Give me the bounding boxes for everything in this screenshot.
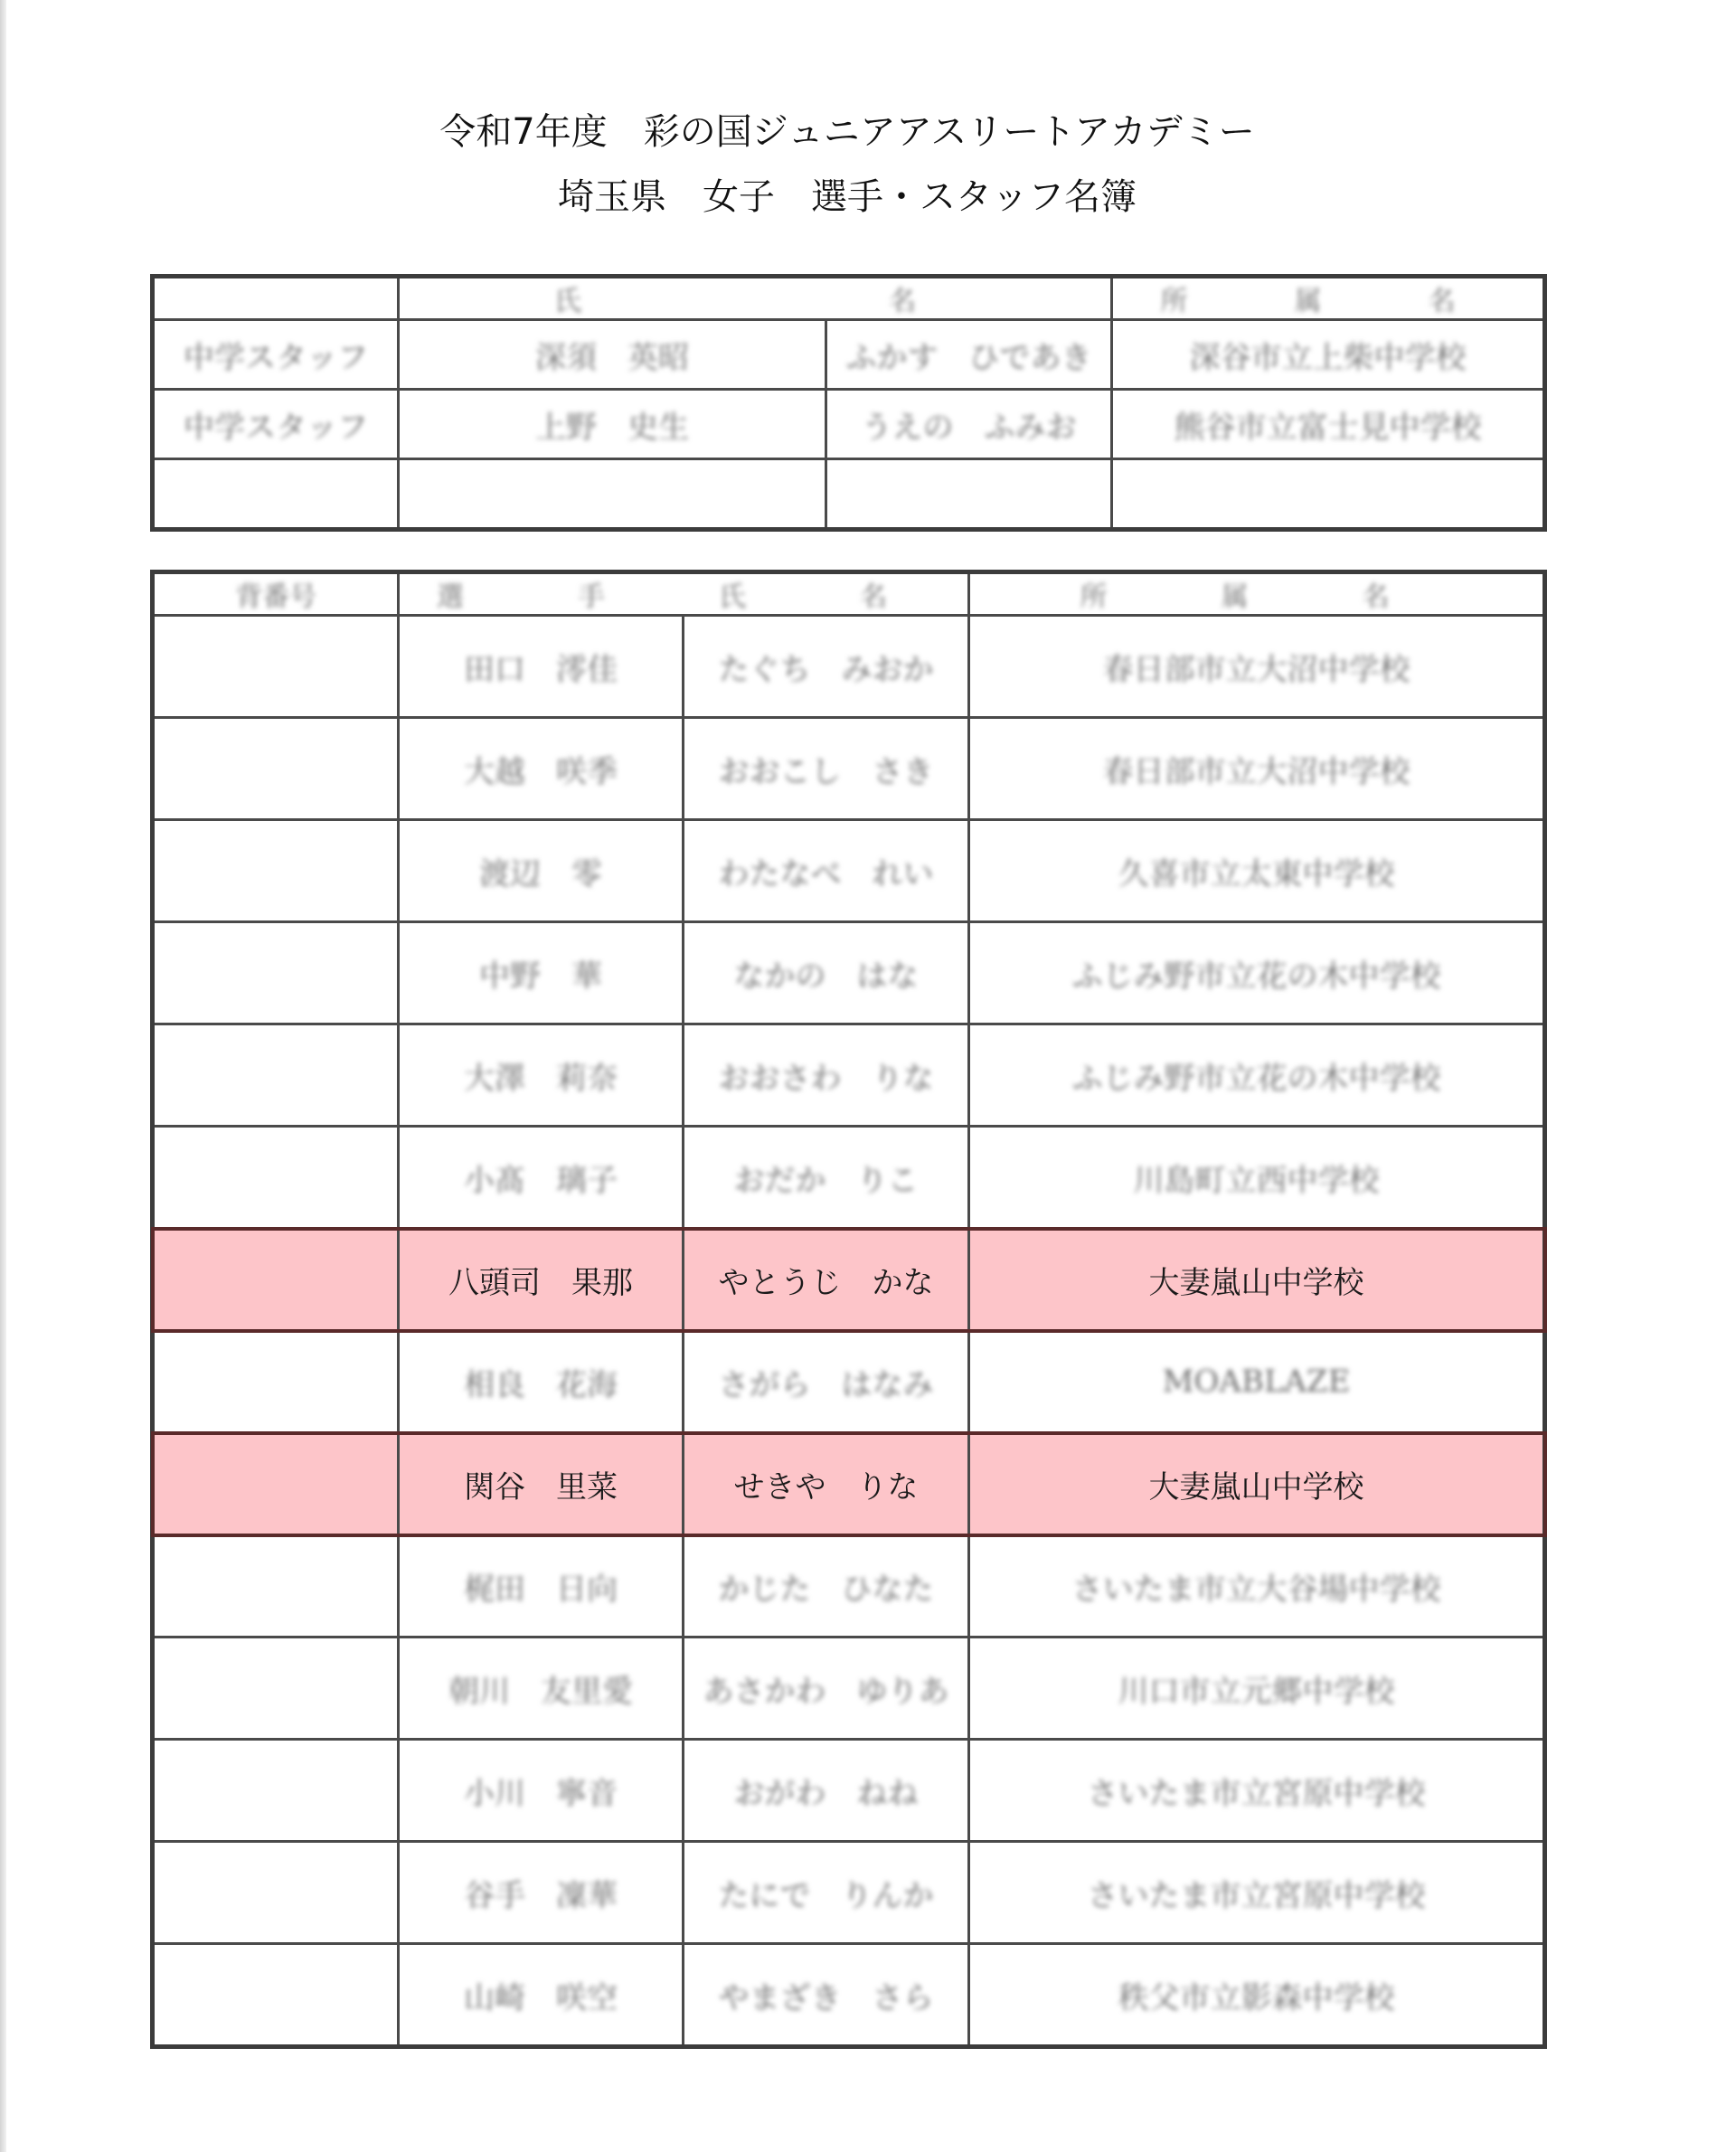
player-affiliation: 大妻嵐山中学校 bbox=[969, 1229, 1545, 1331]
staff-kana bbox=[826, 459, 1112, 530]
player-number bbox=[153, 718, 399, 820]
player-kana: おがわ ねね bbox=[684, 1740, 969, 1842]
player-name: 渡辺 零 bbox=[399, 820, 684, 922]
player-number bbox=[153, 616, 399, 718]
staff-header-role bbox=[153, 277, 399, 320]
staff-table bbox=[150, 274, 1547, 532]
player-name: 相良 花海 bbox=[399, 1331, 684, 1433]
player-name: 田口 澪佳 bbox=[399, 616, 684, 718]
player-affiliation: さいたま市立大谷場中学校 bbox=[969, 1535, 1545, 1638]
staff-row-empty bbox=[153, 459, 1545, 530]
player-affiliation: MOABLAZE bbox=[969, 1331, 1545, 1433]
staff-kana: ふかす ひであき bbox=[826, 320, 1112, 390]
staff-name: 上野 史生 bbox=[399, 390, 826, 459]
player-name: 小髙 璃子 bbox=[399, 1127, 684, 1229]
staff-name bbox=[399, 459, 826, 530]
player-header-name: 選 手 氏 名 bbox=[399, 572, 969, 616]
player-kana: なかの はな bbox=[684, 922, 969, 1024]
player-name: 大越 咲季 bbox=[399, 718, 684, 820]
staff-table-header bbox=[153, 277, 1545, 320]
player-number bbox=[153, 1944, 399, 2047]
player-name: 梶田 日向 bbox=[399, 1535, 684, 1638]
staff-row bbox=[153, 320, 1545, 390]
player-kana: わたなべ れい bbox=[684, 820, 969, 922]
player-row-highlighted bbox=[153, 1229, 1545, 1331]
player-kana: やとうじ かな bbox=[684, 1229, 969, 1331]
staff-affiliation bbox=[1112, 459, 1545, 530]
player-number bbox=[153, 1740, 399, 1842]
player-affiliation: 久喜市立太東中学校 bbox=[969, 820, 1545, 922]
staff-kana: うえの ふみお bbox=[826, 390, 1112, 459]
player-row bbox=[153, 820, 1545, 922]
player-number bbox=[153, 1842, 399, 1944]
player-name: 八頭司 果那 bbox=[399, 1229, 684, 1331]
player-affiliation: さいたま市立宮原中学校 bbox=[969, 1740, 1545, 1842]
player-affiliation: さいたま市立宮原中学校 bbox=[969, 1842, 1545, 1944]
staff-role bbox=[153, 459, 399, 530]
staff-role: 中学スタッフ bbox=[153, 320, 399, 390]
player-row bbox=[153, 1535, 1545, 1638]
player-row bbox=[153, 922, 1545, 1024]
player-row bbox=[153, 1740, 1545, 1842]
staff-header-name: 氏 名 bbox=[399, 277, 1112, 320]
player-affiliation: 大妻嵐山中学校 bbox=[969, 1433, 1545, 1535]
player-affiliation: 川島町立西中学校 bbox=[969, 1127, 1545, 1229]
player-number bbox=[153, 1535, 399, 1638]
player-row bbox=[153, 1638, 1545, 1740]
player-kana: せきや りな bbox=[684, 1433, 969, 1535]
player-number bbox=[153, 1024, 399, 1127]
player-table-header bbox=[153, 572, 1545, 616]
player-affiliation: 春日部市立大沼中学校 bbox=[969, 616, 1545, 718]
player-kana: やまざき さら bbox=[684, 1944, 969, 2047]
player-row bbox=[153, 1331, 1545, 1433]
player-name: 小川 寧音 bbox=[399, 1740, 684, 1842]
document-subtitle: 埼玉県 女子 選手・スタッフ名簿 bbox=[558, 176, 1137, 218]
player-affiliation: 春日部市立大沼中学校 bbox=[969, 718, 1545, 820]
player-number bbox=[153, 1433, 399, 1535]
player-row-highlighted bbox=[153, 1433, 1545, 1535]
player-row bbox=[153, 1842, 1545, 1944]
document-title: 令和7年度 彩の国ジュニアアスリートアカデミー bbox=[439, 111, 1255, 153]
player-row bbox=[153, 1024, 1545, 1127]
player-name: 谷手 凜華 bbox=[399, 1842, 684, 1944]
page-edge-shadow bbox=[0, 0, 6, 2152]
player-row bbox=[153, 1944, 1545, 2047]
staff-name: 深須 英昭 bbox=[399, 320, 826, 390]
player-number bbox=[153, 922, 399, 1024]
staff-affiliation: 深谷市立上柴中学校 bbox=[1112, 320, 1545, 390]
player-number bbox=[153, 1331, 399, 1433]
staff-role: 中学スタッフ bbox=[153, 390, 399, 459]
player-name: 大澤 莉奈 bbox=[399, 1024, 684, 1127]
player-name: 中野 華 bbox=[399, 922, 684, 1024]
player-kana: あさかわ ゆりあ bbox=[684, 1638, 969, 1740]
player-name: 山崎 咲空 bbox=[399, 1944, 684, 2047]
player-row bbox=[153, 616, 1545, 718]
player-name: 関谷 里菜 bbox=[399, 1433, 684, 1535]
staff-affiliation: 熊谷市立富士見中学校 bbox=[1112, 390, 1545, 459]
player-number bbox=[153, 1638, 399, 1740]
player-table bbox=[150, 570, 1547, 2049]
player-number bbox=[153, 1127, 399, 1229]
player-kana: たぐち みおか bbox=[684, 616, 969, 718]
staff-header-affiliation: 所 属 名 bbox=[1112, 277, 1545, 320]
player-affiliation: 秩父市立影森中学校 bbox=[969, 1944, 1545, 2047]
player-kana: かじた ひなた bbox=[684, 1535, 969, 1638]
player-kana: おおこし さき bbox=[684, 718, 969, 820]
player-row bbox=[153, 718, 1545, 820]
player-name: 朝川 友里愛 bbox=[399, 1638, 684, 1740]
player-number bbox=[153, 820, 399, 922]
player-header-affiliation: 所 属 名 bbox=[969, 572, 1545, 616]
player-kana: さがら はなみ bbox=[684, 1331, 969, 1433]
player-header-number: 背番号 bbox=[153, 572, 399, 616]
staff-row bbox=[153, 390, 1545, 459]
player-affiliation: ふじみ野市立花の木中学校 bbox=[969, 1024, 1545, 1127]
player-kana: おだか りこ bbox=[684, 1127, 969, 1229]
player-row bbox=[153, 1127, 1545, 1229]
player-number bbox=[153, 1229, 399, 1331]
player-affiliation: ふじみ野市立花の木中学校 bbox=[969, 922, 1545, 1024]
player-kana: おおさわ りな bbox=[684, 1024, 969, 1127]
player-kana: たにで りんか bbox=[684, 1842, 969, 1944]
player-affiliation: 川口市立元郷中学校 bbox=[969, 1638, 1545, 1740]
